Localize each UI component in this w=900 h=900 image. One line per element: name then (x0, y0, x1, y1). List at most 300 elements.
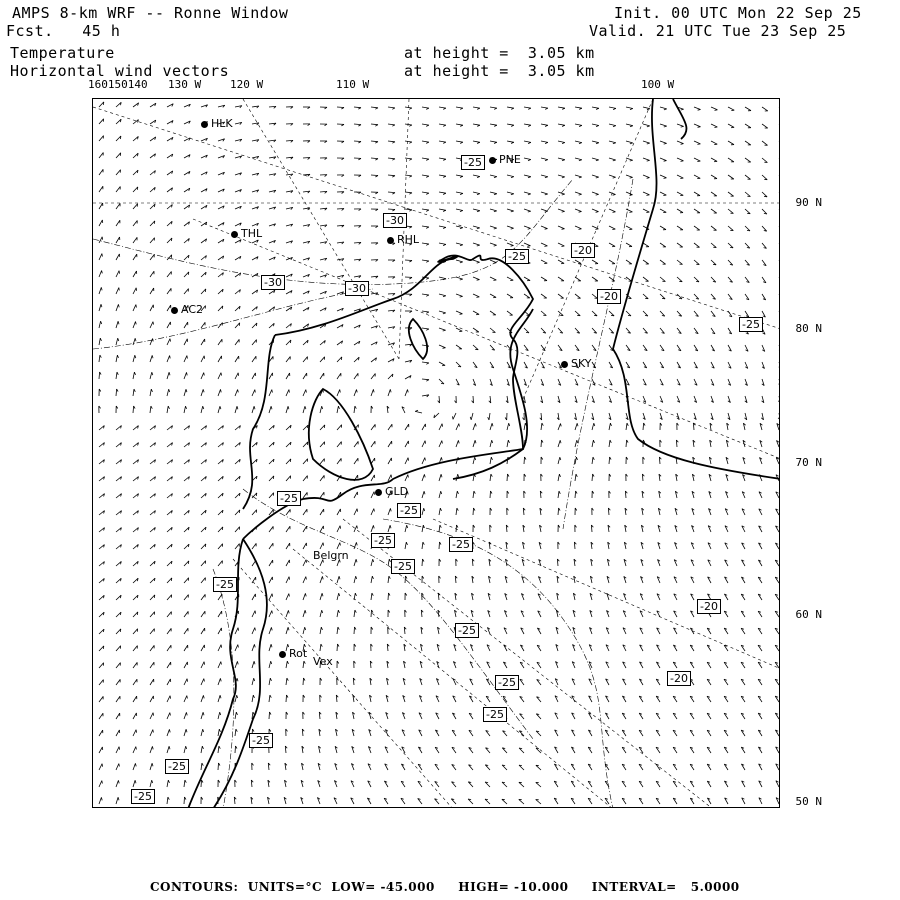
wind-vector (711, 209, 717, 213)
wind-vector-head (273, 476, 274, 479)
wind-vector (728, 175, 734, 179)
wind-vector-head (118, 338, 119, 341)
wind-vector-head (494, 177, 497, 178)
wind-vector (303, 492, 307, 498)
wind-vector (218, 561, 222, 566)
wind-vector (167, 595, 172, 600)
wind-vector-head (502, 782, 505, 783)
wind-vector (694, 158, 700, 161)
wind-vector (694, 243, 700, 247)
wind-vector-head (646, 195, 649, 196)
wind-vector (558, 277, 564, 281)
wind-vector (269, 661, 271, 668)
wind-vector (184, 780, 185, 787)
station-belgrn: Belgrn (313, 549, 349, 562)
wind-vector-head (511, 246, 514, 247)
wind-vector-head (596, 126, 599, 127)
wind-vector (99, 271, 102, 278)
wind-vector (524, 141, 531, 142)
wind-vector (269, 577, 272, 583)
wind-vector-head (137, 612, 138, 615)
wind-vector (388, 209, 395, 210)
wind-vector (490, 209, 497, 211)
wind-vector (711, 141, 717, 144)
wind-vector (609, 124, 616, 126)
wind-vector (490, 457, 491, 464)
wind-vector (779, 345, 780, 352)
wind-vector (133, 389, 134, 396)
wind-vector-head (152, 372, 153, 375)
wind-vector (677, 209, 683, 213)
wind-vector (660, 226, 666, 230)
wind-vector (507, 277, 513, 280)
wind-vector (354, 373, 358, 379)
wind-vector (745, 175, 751, 179)
lat-label-60n: 60 N (795, 608, 822, 621)
wind-vector (320, 373, 324, 379)
wind-vector (779, 311, 780, 317)
wind-vector-head (528, 125, 531, 126)
wind-vector-head (426, 227, 429, 228)
wind-vector-field (99, 102, 780, 804)
wind-vector (184, 595, 188, 600)
wind-vector (405, 124, 412, 125)
wind-vector (252, 644, 254, 651)
wind-vector (456, 260, 463, 262)
wind-vector (252, 390, 255, 396)
wind-vector-head (470, 417, 471, 420)
wind-vector (133, 713, 136, 719)
wind-vector (218, 628, 221, 634)
wind-vector (456, 294, 463, 296)
wind-vector-head (118, 797, 119, 800)
wind-vector (371, 610, 372, 617)
contour-line-30a (93, 179, 573, 285)
wind-vector (269, 526, 273, 532)
contour-label: -30 (261, 275, 285, 290)
wind-vector-head (102, 271, 103, 274)
wind-vector (252, 695, 253, 702)
wind-vector (422, 158, 429, 159)
wind-vector (473, 491, 474, 498)
wind-vector-head (408, 390, 409, 393)
wind-vector (592, 474, 593, 481)
wind-vector-head (610, 423, 611, 426)
wind-vector (575, 260, 581, 264)
wind-vector (405, 141, 412, 142)
wind-vector-head (219, 729, 220, 732)
wind-vector (303, 357, 308, 362)
wind-vector-head (338, 406, 339, 409)
wind-vector (133, 322, 136, 329)
wind-vector (422, 474, 424, 481)
wind-vector (150, 629, 154, 634)
wind-vector-head (203, 729, 204, 732)
wind-vector (184, 797, 185, 804)
wind-vector (286, 627, 288, 634)
wind-vector-head (714, 127, 717, 128)
wind-vector-head (778, 401, 780, 403)
wind-vector (320, 576, 322, 583)
station-dot-icon (489, 157, 496, 164)
wind-vector (354, 441, 358, 447)
wind-vector (439, 209, 446, 210)
wind-vector (507, 124, 514, 125)
wind-vector (405, 175, 412, 176)
wind-vector (490, 328, 495, 333)
wind-vector-head (679, 298, 682, 299)
wind-vector-head (443, 313, 446, 314)
wind-vector (354, 526, 357, 532)
wind-vector-head (168, 406, 169, 409)
wind-vector (218, 763, 219, 770)
wind-vector-head (152, 355, 153, 358)
wind-vector (133, 221, 137, 227)
wind-vector (116, 271, 119, 277)
wind-vector-head (373, 525, 374, 528)
wind-vector-head (477, 211, 480, 212)
wind-vector (405, 576, 406, 583)
wind-vector (677, 192, 683, 195)
wind-vector-head (460, 108, 463, 109)
wind-vector (490, 491, 491, 498)
wind-vector (473, 243, 480, 245)
wind-vector (388, 559, 389, 566)
wind-vector (167, 679, 170, 685)
wind-vector (99, 747, 102, 753)
wind-vector-head (443, 125, 446, 126)
wind-vector (371, 559, 373, 566)
wind-vector (422, 107, 429, 108)
wind-vector (677, 226, 683, 230)
wind-vector (133, 372, 134, 379)
wind-vector (456, 491, 457, 498)
wind-vector-head (664, 161, 667, 162)
wind-vector (320, 442, 325, 447)
wind-vector-head (426, 176, 429, 177)
wind-vector (490, 277, 496, 280)
wind-vector (536, 800, 541, 805)
wind-vector-head (154, 221, 155, 224)
wind-vector (456, 175, 463, 176)
wind-vector (575, 209, 582, 212)
wind-vector (762, 124, 768, 128)
wind-vector-head (561, 424, 562, 427)
contour-label: -20 (597, 289, 621, 304)
wind-vector-head (630, 160, 633, 161)
wind-vector (422, 124, 429, 125)
wind-vector-head (477, 142, 480, 143)
wind-vector (660, 124, 667, 126)
wind-vector (609, 175, 616, 177)
wind-vector (116, 254, 119, 260)
wind-vector (218, 339, 222, 345)
wind-vector (660, 141, 667, 143)
wind-vector (320, 644, 321, 651)
wind-vector (150, 389, 151, 396)
wind-vector-head (136, 305, 137, 308)
wind-vector-head (221, 373, 222, 376)
wind-vector-head (596, 143, 599, 144)
wind-vector (439, 474, 441, 481)
wind-vector (439, 491, 441, 498)
wind-vector (779, 362, 780, 369)
wind-vector-head (560, 457, 561, 460)
wind-vector (286, 610, 288, 617)
wind-vector (99, 713, 103, 719)
wind-vector (422, 491, 424, 498)
wind-vector (490, 440, 492, 447)
wind-vector (677, 124, 684, 126)
wind-vector (422, 379, 429, 380)
wind-vector (337, 627, 338, 634)
wind-vector (201, 695, 203, 702)
wind-vector (745, 158, 751, 162)
wind-vector (388, 389, 390, 396)
wind-vector (150, 288, 154, 294)
wind-vector (184, 356, 187, 362)
wind-vector (116, 764, 119, 770)
wind-vector (388, 175, 395, 176)
wind-vector (575, 107, 582, 108)
wind-vector (507, 474, 508, 481)
wind-vector (116, 355, 117, 362)
wind-vector (388, 107, 395, 108)
wind-vector (218, 729, 219, 736)
lat-line-80n (93, 107, 780, 329)
wind-vector (456, 226, 463, 228)
wind-vector-head (103, 102, 104, 105)
contour-label: -25 (739, 317, 763, 332)
wind-vector (337, 107, 344, 108)
wind-vector-head (577, 440, 578, 443)
wind-vector-head (545, 108, 548, 109)
wind-vector-head (545, 211, 548, 212)
wind-vector (490, 243, 497, 245)
wind-vector (133, 237, 137, 243)
wind-vector-head (220, 712, 221, 715)
wind-vector-head (664, 126, 667, 127)
wind-vector (218, 389, 221, 396)
station-dot-icon (201, 121, 208, 128)
wind-vector (354, 576, 356, 583)
wind-vector-head (528, 160, 531, 161)
wind-vector-head (779, 350, 780, 352)
wind-vector (184, 729, 186, 736)
wind-vector-head (460, 296, 463, 297)
wind-vector (405, 209, 412, 210)
wind-vector (415, 411, 422, 413)
wind-vector-head (747, 230, 750, 231)
wind-vector (456, 424, 459, 430)
wind-vector (558, 107, 565, 108)
wind-vector-head (545, 160, 548, 161)
wind-vector (354, 492, 357, 498)
wind-vector-head (322, 610, 323, 613)
wind-vector-head (441, 383, 444, 384)
coastlines (188, 99, 780, 808)
wind-vector (371, 107, 378, 108)
wind-vector (303, 509, 307, 515)
wind-vector (150, 339, 153, 346)
wind-vector (405, 525, 407, 532)
wind-vector (167, 339, 170, 345)
wind-vector (405, 441, 408, 447)
wind-vector (286, 594, 289, 600)
wind-vector-head (288, 610, 289, 613)
wind-vector-head (664, 143, 667, 144)
wind-vector-head (528, 211, 531, 212)
wind-vector-head (390, 525, 391, 528)
wind-vector (167, 780, 168, 787)
wind-vector-head (475, 440, 476, 443)
wind-vector (643, 124, 650, 126)
contour-label: -25 (249, 733, 273, 748)
wind-vector (303, 593, 305, 600)
wind-vector-head (408, 475, 409, 478)
wind-vector (116, 679, 120, 685)
wind-vector (473, 294, 479, 297)
wind-vector (303, 476, 307, 481)
wind-vector (150, 271, 154, 277)
wind-vector-head (511, 108, 514, 109)
wind-vector-head (186, 729, 187, 732)
wind-vector-head (443, 193, 446, 194)
wind-vector (473, 175, 480, 177)
wind-vector (218, 544, 223, 549)
wind-vector-head (271, 644, 272, 647)
contour-label: -25 (505, 249, 529, 264)
wind-vector-head (220, 695, 221, 698)
wind-vector-head (441, 491, 442, 494)
wind-vector (116, 730, 119, 736)
contour-label: -25 (277, 491, 301, 506)
station-ac2: AC2 (171, 303, 203, 316)
wind-vector (388, 192, 395, 193)
wind-vector-head (101, 287, 102, 290)
wind-vector (524, 124, 531, 125)
wind-vector (286, 373, 290, 379)
wind-vector (354, 124, 361, 125)
wind-vector-head (458, 366, 461, 367)
wind-vector (133, 288, 136, 294)
wind-vector (490, 474, 491, 481)
wind-vector (116, 389, 117, 396)
wind-vector (184, 578, 189, 583)
wind-vector (592, 158, 599, 160)
wind-vector-head (238, 390, 239, 393)
wind-vector-head (117, 355, 118, 358)
wind-vector-head (596, 177, 599, 178)
wind-vector-head (443, 176, 446, 177)
wind-vector-head (491, 457, 492, 460)
wind-vector (354, 107, 361, 108)
wind-vector-head (611, 315, 614, 316)
wind-vector (167, 729, 169, 736)
wind-vector (201, 406, 203, 413)
wind-vector-head (119, 288, 120, 291)
wind-vector (184, 679, 187, 685)
wind-vector (99, 304, 101, 311)
wind-vector-head (460, 125, 463, 126)
contour-label: -25 (371, 533, 395, 548)
wind-vector-head (579, 108, 582, 109)
wind-vector-head (477, 108, 480, 109)
wind-vector-head (475, 423, 476, 426)
wind-vector-head (457, 491, 458, 494)
wind-vector (116, 372, 117, 379)
wind-vector-head (511, 228, 514, 229)
wind-vector-head (187, 696, 188, 699)
wind-vector (150, 730, 153, 736)
wind-vector (507, 192, 514, 194)
wind-vector (592, 175, 599, 177)
wind-vector (337, 442, 341, 447)
wind-vector (660, 260, 666, 264)
wind-vector (558, 260, 564, 263)
wind-vector-head (271, 661, 272, 664)
wind-vector (201, 339, 205, 345)
wind-vector-head (288, 627, 289, 630)
wind-vector-head (460, 211, 463, 212)
wind-vector-head (154, 595, 155, 598)
wind-vector (388, 441, 392, 447)
wind-vector (371, 475, 374, 481)
wind-vector (303, 459, 308, 464)
wind-vector (439, 441, 442, 447)
coast-north (673, 99, 686, 139)
wind-vector-head (221, 662, 222, 665)
wind-vector-head (647, 143, 650, 144)
wind-vector (779, 107, 780, 111)
wind-vector-head (579, 143, 582, 144)
wind-vector-head (780, 316, 781, 318)
wind-vector (575, 158, 582, 160)
wind-vector (439, 107, 446, 108)
wind-vector-head (593, 440, 594, 443)
wind-vector (439, 294, 446, 296)
wind-vector (609, 440, 610, 447)
wind-vector (609, 141, 616, 143)
wind-vector (519, 799, 524, 804)
wind-vector (388, 593, 389, 600)
wind-vector-head (407, 525, 408, 528)
wind-vector-head (237, 678, 238, 681)
wind-vector-head (169, 389, 170, 392)
wind-vector (354, 458, 358, 464)
wind-vector (711, 124, 717, 127)
contour-label: -20 (697, 599, 721, 614)
wind-vector-head (254, 644, 255, 647)
wind-vector-head (356, 559, 357, 562)
wind-vector-head (441, 457, 442, 460)
wind-vector (320, 406, 322, 413)
wind-vector (575, 175, 582, 177)
wind-vector-head (477, 194, 480, 195)
wind-vector (371, 509, 374, 515)
wind-vector (575, 226, 581, 229)
wind-vector-head (186, 712, 187, 715)
wind-vector (626, 423, 627, 430)
wind-vector (133, 662, 137, 668)
wind-vector-head (118, 304, 119, 307)
wind-vector (456, 345, 462, 349)
wind-vector (473, 457, 475, 464)
wind-vector (184, 746, 186, 753)
wind-vector (456, 243, 463, 245)
wind-vector-head (664, 178, 667, 179)
wind-vector-head (579, 194, 582, 195)
